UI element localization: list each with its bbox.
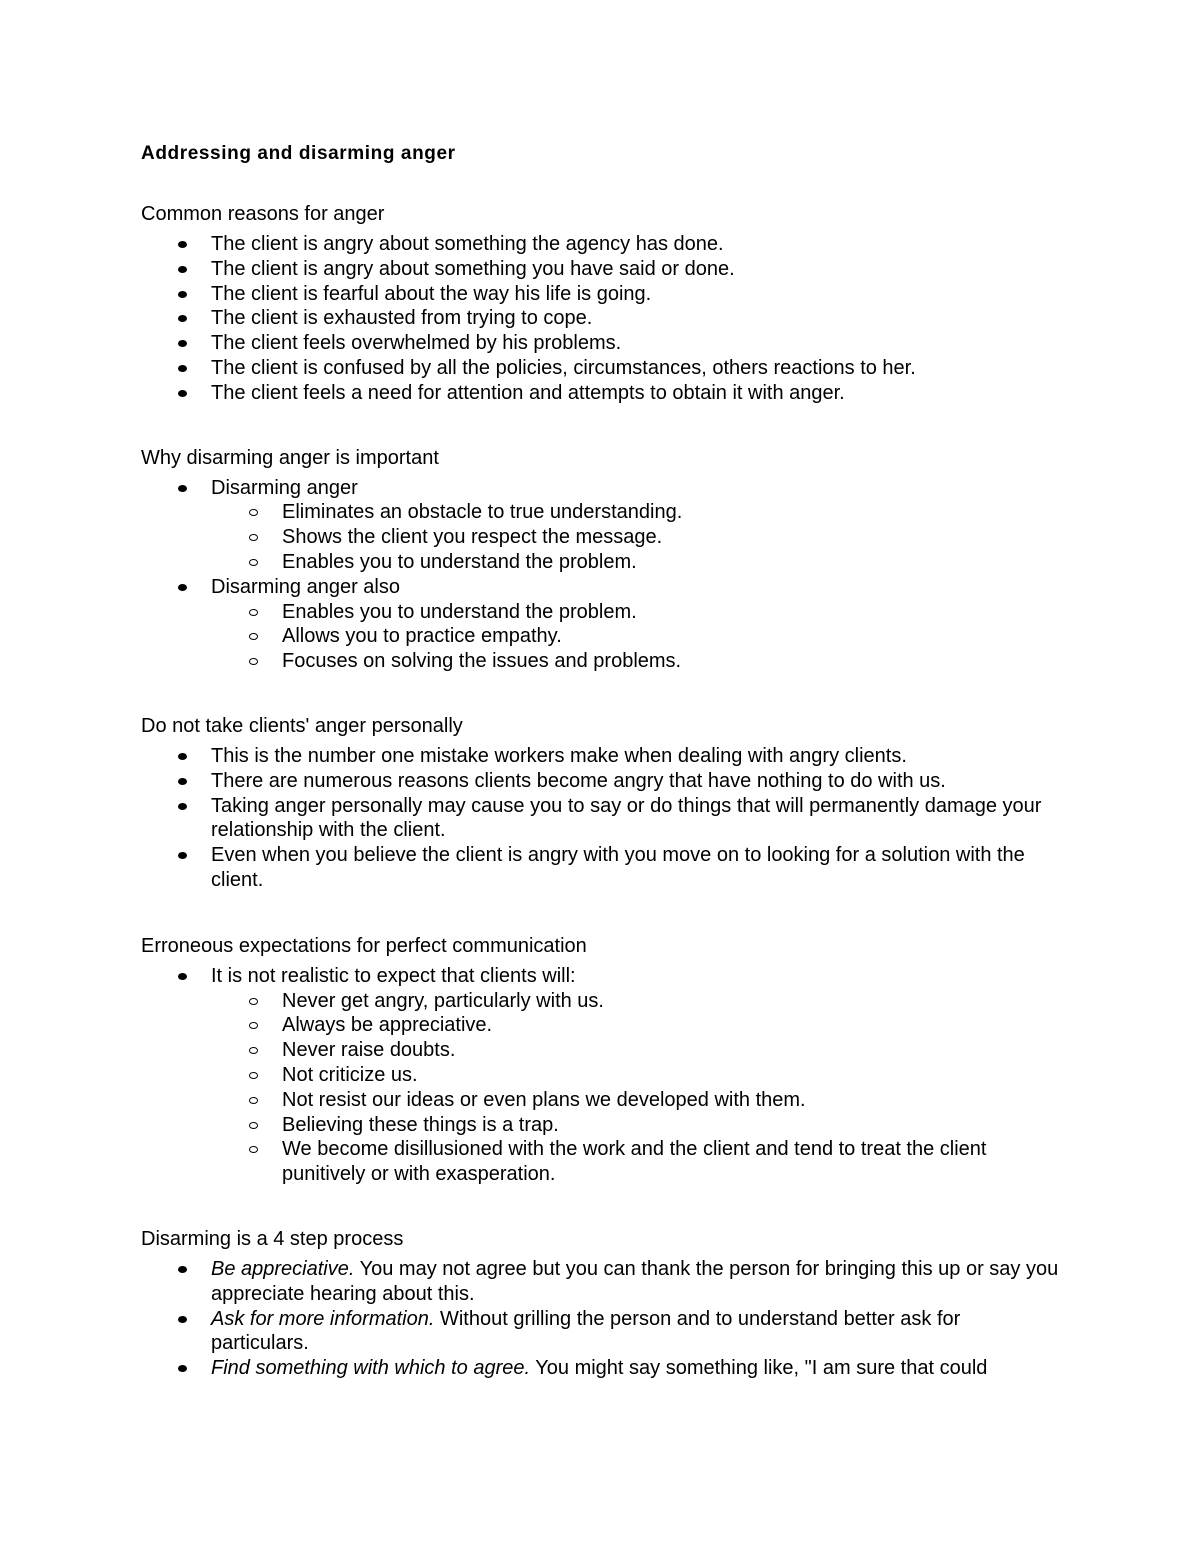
bullet-list xyxy=(141,476,1061,674)
section-why-disarming xyxy=(141,446,1061,674)
step-emphasis: Be appreciative. xyxy=(211,1257,355,1280)
sub-bullet-list xyxy=(211,989,1061,1187)
bullet-list xyxy=(141,744,1061,893)
list-item: Even when you believe the client is angry with you move on to looking for a solution with the client. xyxy=(211,843,1061,893)
document-title: Addressing and disarming anger xyxy=(141,143,456,164)
bullet-list xyxy=(141,232,1061,406)
list-item: The client feels a need for attention and attempts to obtain it with anger. xyxy=(211,381,1061,406)
list-item: The client is confused by all the policies, circumstances, others reactions to her. xyxy=(211,356,1061,381)
sub-list-item: Always be appreciative. xyxy=(282,1013,1061,1038)
list-item-label: Disarming anger also xyxy=(211,575,400,598)
section-heading: Do not take clients' anger personally xyxy=(141,714,463,737)
sub-bullet-list xyxy=(211,500,1061,574)
document-page xyxy=(141,138,1061,1381)
sub-list-item: Never get angry, particularly with us. xyxy=(282,989,1061,1014)
sub-list-item: Not criticize us. xyxy=(282,1063,1061,1088)
sub-list-item: Not resist our ideas or even plans we developed with them. xyxy=(282,1088,1061,1113)
section-not-personal xyxy=(141,714,1061,893)
step-text: Without grilling the person and to understand better ask for particulars. xyxy=(211,1307,961,1355)
section-four-step-process xyxy=(141,1227,1061,1381)
bullet-list xyxy=(141,964,1061,1187)
list-item: The client is exhausted from trying to cope. xyxy=(211,306,1061,331)
step-emphasis: Ask for more information. xyxy=(211,1307,435,1330)
list-item xyxy=(211,575,1061,674)
list-item: The client is fearful about the way his life is going. xyxy=(211,282,1061,307)
bullet-list xyxy=(141,1257,1061,1381)
section-heading: Why disarming anger is important xyxy=(141,446,439,469)
list-item-label: It is not realistic to expect that clients will: xyxy=(211,964,576,987)
list-item: Taking anger personally may cause you to say or do things that will permanently damage your relationship with the client. xyxy=(211,794,1061,844)
sub-list-item: Eliminates an obstacle to true understanding. xyxy=(282,500,1061,525)
list-item: The client feels overwhelmed by his problems. xyxy=(211,331,1061,356)
list-item xyxy=(211,964,1061,1187)
section-erroneous-expectations xyxy=(141,934,1061,1187)
sub-list-item: Focuses on solving the issues and problems. xyxy=(282,649,1061,674)
step-text: You might say something like, "I am sure that could xyxy=(530,1357,988,1380)
list-item xyxy=(211,1257,1061,1307)
list-item-label: Disarming anger xyxy=(211,476,358,499)
step-emphasis: Find something with which to agree. xyxy=(211,1357,531,1380)
sub-bullet-list xyxy=(211,600,1061,674)
sub-list-item: Believing these things is a trap. xyxy=(282,1113,1061,1138)
sub-list-item: We become disillusioned with the work and the client and tend to treat the client punitively or with exasperation. xyxy=(282,1137,1061,1187)
section-heading: Disarming is a 4 step process xyxy=(141,1227,404,1250)
sub-list-item: Allows you to practice empathy. xyxy=(282,624,1061,649)
sub-list-item: Never raise doubts. xyxy=(282,1038,1061,1063)
section-heading: Erroneous expectations for perfect communication xyxy=(141,934,587,957)
list-item: The client is angry about something the agency has done. xyxy=(211,232,1061,257)
list-item xyxy=(211,1307,1061,1357)
list-item xyxy=(211,476,1061,575)
sub-list-item: Shows the client you respect the message. xyxy=(282,525,1061,550)
list-item: The client is angry about something you have said or done. xyxy=(211,257,1061,282)
list-item: There are numerous reasons clients become angry that have nothing to do with us. xyxy=(211,769,1061,794)
step-text: You may not agree but you can thank the person for bringing this up or say you appreciate hearing about this. xyxy=(211,1257,1059,1305)
sub-list-item: Enables you to understand the problem. xyxy=(282,550,1061,575)
list-item xyxy=(211,1356,1061,1381)
list-item: This is the number one mistake workers make when dealing with angry clients. xyxy=(211,744,1061,769)
section-common-reasons xyxy=(141,202,1061,406)
section-heading: Common reasons for anger xyxy=(141,203,385,225)
sub-list-item: Enables you to understand the problem. xyxy=(282,600,1061,625)
